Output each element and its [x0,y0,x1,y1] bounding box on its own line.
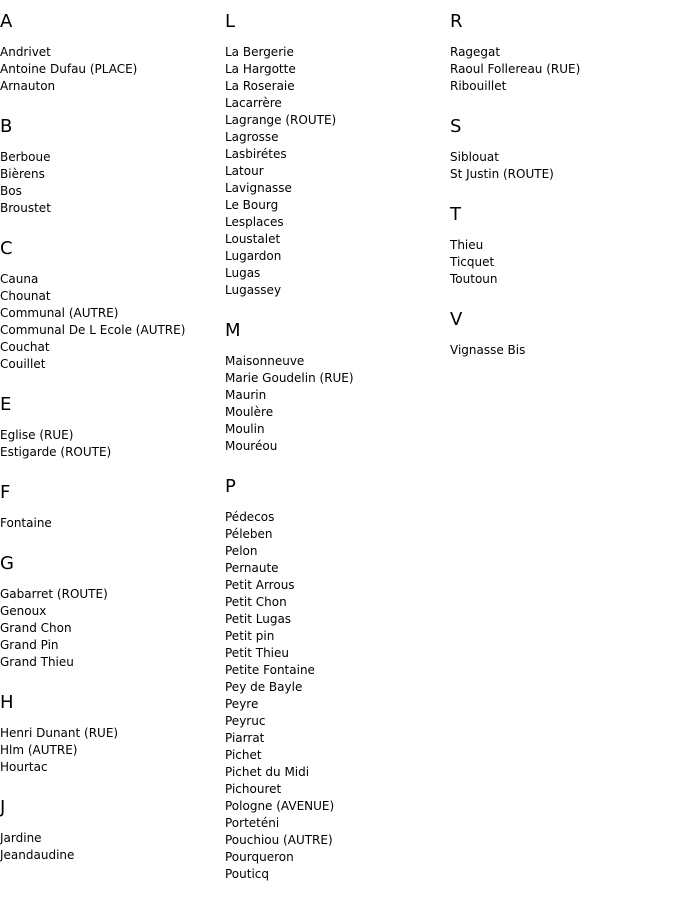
street-index-column-2 [225,10,445,903]
street-name: Pichet du Midi [225,765,310,779]
letter-group-s [450,115,670,183]
street-list [0,44,220,95]
letter-group-v [450,308,670,359]
street-name: Porteténi [225,816,280,830]
street-name: Lugas [225,266,261,280]
street-name: Petit Thieu [225,646,290,660]
street-name: Moulère [225,405,274,419]
street-name: Vignasse Bis [450,343,526,357]
street-name: St Justin (ROUTE) [450,167,554,181]
street-name: Communal De L Ecole (AUTRE) [0,323,186,337]
street-name: Berboue [0,150,51,164]
street-name: Maurin [225,388,267,402]
street-name: Pédecos [225,510,275,524]
street-name: Latour [225,164,264,178]
letter-heading: J [0,797,6,818]
street-name: Petit Arrous [225,578,295,592]
street-name: Lugassey [225,283,282,297]
street-name: Lavignasse [225,181,292,195]
letter-group-e [0,393,220,461]
street-list [450,342,670,359]
street-list [225,353,445,455]
street-name: Pouticq [225,867,270,881]
letter-group-c [0,237,220,373]
street-name: Grand Pin [0,638,59,652]
street-name: Pichet [225,748,262,762]
letter-group-m [225,319,445,455]
street-name: Lesplaces [225,215,284,229]
street-list [225,509,445,883]
street-name: Petit Chon [225,595,287,609]
street-name: Maisonneuve [225,354,305,368]
letter-heading: A [0,11,13,32]
street-list [225,44,445,299]
street-name: Ragegat [450,45,501,59]
letter-heading: C [0,238,13,259]
street-name: Genoux [0,604,47,618]
street-name: Mouréou [225,439,278,453]
street-name: Jardine [0,831,42,845]
letter-group-t [450,203,670,288]
street-name: Andrivet [0,45,51,59]
street-name: Communal (AUTRE) [0,306,119,320]
letter-heading: B [0,116,13,137]
street-name: Ticquet [450,255,495,269]
street-name: Péleben [225,527,273,541]
street-name: Ribouillet [450,79,507,93]
street-list [0,271,220,373]
street-name: Petit pin [225,629,275,643]
letter-group-b [0,115,220,217]
letter-heading: M [225,320,241,341]
letter-group-j [0,796,220,864]
letter-heading: H [0,692,14,713]
letter-group-f [0,481,220,532]
letter-group-r [450,10,670,95]
street-name: Cauna [0,272,39,286]
street-name: Petite Fontaine [225,663,315,677]
street-name: Couchat [0,340,50,354]
street-name: Moulin [225,422,265,436]
street-name: Couillet [0,357,46,371]
street-name: Le Bourg [225,198,279,212]
street-name: Pichouret [225,782,282,796]
street-name: Antoine Dufau (PLACE) [0,62,138,76]
street-name: Pouchiou (AUTRE) [225,833,333,847]
street-name: Lagrosse [225,130,279,144]
street-name: Hourtac [0,760,48,774]
letter-group-a [0,10,220,95]
street-list [450,44,670,95]
letter-heading: L [225,11,236,32]
street-name: Eglise (RUE) [0,428,74,442]
street-name: Toutoun [450,272,498,286]
street-name: Raoul Follereau (RUE) [450,62,581,76]
street-name: Thieu [450,238,484,252]
street-name: Lacarrère [225,96,282,110]
street-list [0,830,220,864]
letter-heading: P [225,476,236,497]
letter-heading: E [0,394,12,415]
street-name: Fontaine [0,516,52,530]
street-name: Pourqueron [225,850,294,864]
street-list [0,427,220,461]
street-name: Broustet [0,201,51,215]
street-name: Lagrange (ROUTE) [225,113,337,127]
street-list [0,586,220,671]
letter-heading: V [450,309,463,330]
letter-group-l [225,10,445,299]
street-name: Lasbirétes [225,147,287,161]
street-name: Arnauton [0,79,56,93]
letter-heading: G [0,553,14,574]
street-name: Henri Dunant (RUE) [0,726,119,740]
street-list [0,725,220,776]
street-name: Chounat [0,289,51,303]
street-name: Lugardon [225,249,282,263]
street-list [450,237,670,288]
street-name: Siblouat [450,150,499,164]
letter-group-h [0,691,220,776]
street-name: Marie Goudelin (RUE) [225,371,354,385]
letter-group-g [0,552,220,671]
street-name: Peyruc [225,714,266,728]
street-index-column-3 [450,10,670,379]
street-name: Peyre [225,697,259,711]
letter-heading: R [450,11,463,32]
street-name: La Roseraie [225,79,295,93]
letter-group-p [225,475,445,883]
street-name: Hlm (AUTRE) [0,743,78,757]
street-name: Estigarde (ROUTE) [0,445,112,459]
letter-heading: S [450,116,462,137]
street-list [0,149,220,217]
street-index-column-1 [0,10,220,884]
street-name: La Hargotte [225,62,296,76]
street-name: Pelon [225,544,258,558]
street-name: Jeandaudine [0,848,75,862]
street-name: Pernaute [225,561,279,575]
street-name: Petit Lugas [225,612,292,626]
letter-heading: F [0,482,11,503]
street-list [450,149,670,183]
street-name: Gabarret (ROUTE) [0,587,108,601]
street-name: Loustalet [225,232,281,246]
letter-heading: T [450,204,461,225]
street-name: Piarrat [225,731,265,745]
street-name: Pologne (AVENUE) [225,799,335,813]
street-name: Grand Chon [0,621,72,635]
street-list [0,515,220,532]
street-name: La Bergerie [225,45,294,59]
street-name: Bièrens [0,167,45,181]
street-name: Grand Thieu [0,655,74,669]
street-name: Bos [0,184,22,198]
street-name: Pey de Bayle [225,680,303,694]
